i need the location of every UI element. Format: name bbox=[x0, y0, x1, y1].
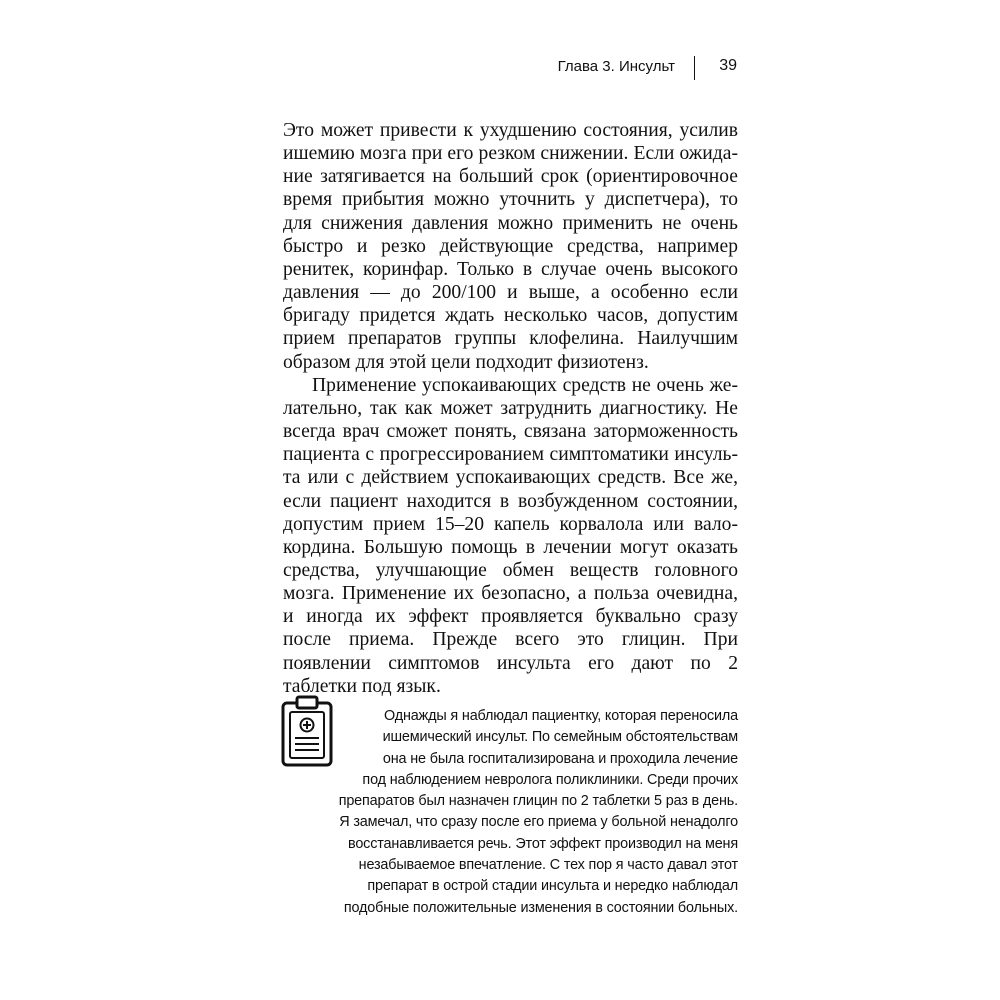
note-line: подобные положительные изменения в состоянии больных. bbox=[343, 899, 738, 916]
note-line: незабываемое впечатление. С тех пор я часто давал этот bbox=[358, 857, 738, 874]
note-line: ишемический инсульт. По семейным обстоятельствам bbox=[382, 729, 738, 746]
chapter-title: Глава 3. Инсульт bbox=[557, 58, 675, 75]
note-line: препарат в острой стадии инсульта и нередко наблюдал bbox=[367, 878, 738, 895]
paragraph-1: Это может привести к ухудшению состояния, усилив ишемию мозга при его резком снижении. Если ожидание затягивается на больший срок (ориентировочное время прибытия можно уточнить у диспетчера), то для снижения давления можно применить не очень быстро и резко действующие средства, например ренитек, коринфар. Только в случае очень высокого давления — до 200/100 и выше, а особенно если бригаду придется ждать несколько часов, допустим прием препаратов группы клофелина. Наилучшим образом для этой цели подходит физиотенз. bbox=[283, 120, 738, 373]
note-line: Я замечал, что сразу после его приема у больной ненадолго bbox=[339, 814, 738, 831]
note-line: Однажды я наблюдал пациентку, которая переносила bbox=[384, 708, 738, 724]
note-line: под наблюдением невролога поликлиники. Среди прочих bbox=[362, 771, 738, 788]
note-line: препаратов был назначен глицин по 2 таблетки 5 раз в день. bbox=[338, 793, 738, 810]
main-text bbox=[283, 119, 738, 698]
note-line: она не была госпитализирована и проходила лечение bbox=[382, 750, 738, 767]
sidebar-note bbox=[283, 706, 738, 919]
page-number: 39 bbox=[719, 57, 737, 74]
header-divider bbox=[694, 56, 695, 80]
paragraph-2: Применение успокаивающих средств не очень желательно, так как может затруднить диагностику. Не всегда врач сможет понять, связана заторможенность пациента с прогрессированием симптоматики инсульта или с действием успокаивающих средств. Все же, если пациент находится в возбужденном состоянии, допустим прием 15–20 капель корвалола или валокордина. Большую помощь в лечении могут оказать средства, улучшающие обмен веществ головного мозга. Применение их безопасно, а польза очевидна, и иногда их эффект проявляется буквально сразу после приема. Прежде всего это глицин. При появлении симптомов инсульта его дают по 2 таблетки под язык. bbox=[283, 374, 738, 697]
note-line: восстанавливается речь. Этот эффект производил на меня bbox=[347, 835, 738, 852]
running-head bbox=[540, 56, 737, 82]
